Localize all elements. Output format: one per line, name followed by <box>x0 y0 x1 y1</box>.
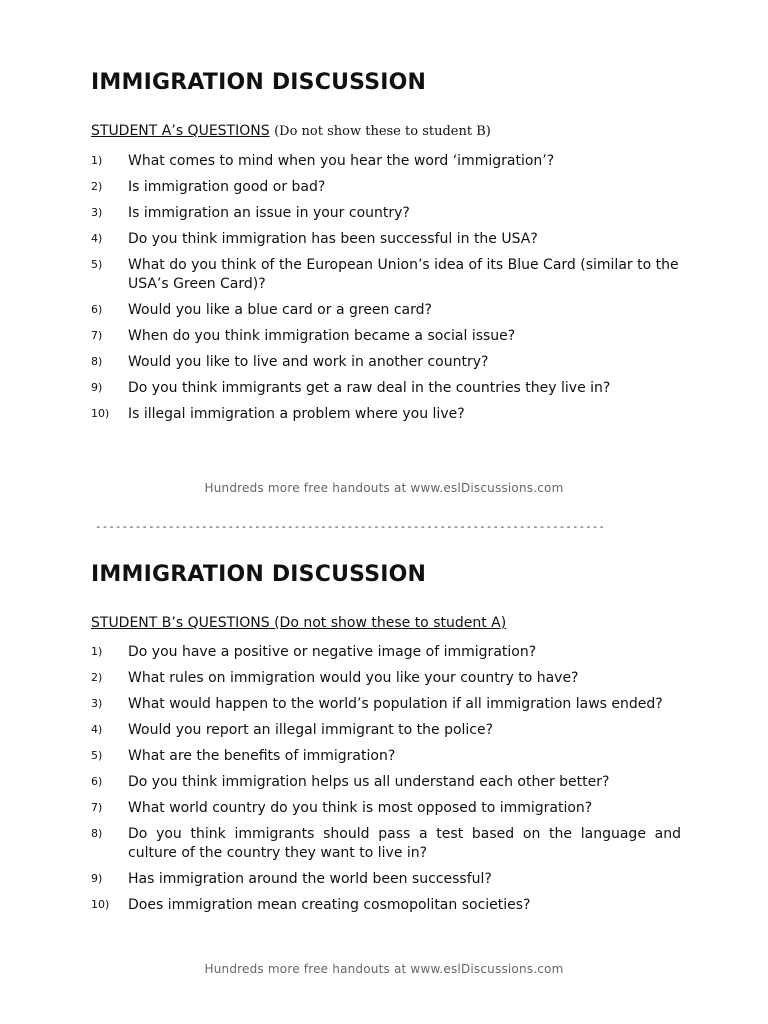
question-text: Would you like to live and work in another country? <box>128 354 489 370</box>
question-number: 9) <box>91 872 103 885</box>
question-text: Is illegal immigration a problem where you live? <box>128 406 465 422</box>
question-text: What rules on immigration would you like your country to have? <box>128 670 579 686</box>
question-number: 7) <box>91 329 103 342</box>
question-number: 10) <box>91 898 110 911</box>
student-b-subtitle <box>91 613 681 633</box>
page-title: IMMIGRATION DISCUSSION <box>91 70 427 95</box>
list-item <box>91 178 681 197</box>
question-number: 2) <box>91 671 103 684</box>
question-text: Do you think immigrants get a raw deal in the countries they live in? <box>128 380 611 396</box>
question-text: When do you think immigration became a social issue? <box>128 328 516 344</box>
student-a-subtitle <box>91 121 681 142</box>
question-number: 8) <box>91 355 103 368</box>
question-number: 4) <box>91 232 103 245</box>
question-text: Would you report an illegal immigrant to the police? <box>128 722 494 738</box>
student-b-question-list <box>91 643 681 915</box>
list-item <box>91 799 681 818</box>
question-number: 9) <box>91 381 103 394</box>
question-text: Has immigration around the world been successful? <box>128 871 492 887</box>
question-text: What are the benefits of immigration? <box>128 748 396 764</box>
question-text: Does immigration mean creating cosmopolitan societies? <box>128 897 531 913</box>
list-item <box>91 870 681 889</box>
list-item <box>91 256 681 294</box>
list-item <box>91 327 681 346</box>
question-text: Is immigration good or bad? <box>128 179 326 195</box>
list-item <box>91 379 681 398</box>
handout-footer-b: Hundreds more free handouts at www.eslDiscussions.com <box>204 962 564 976</box>
list-item <box>91 152 681 171</box>
student-b-heading: STUDENT B’s QUESTIONS (Do not show these to student A) <box>91 615 507 631</box>
question-text: Do you think immigrants should pass a test based on the language and culture of the country they want to live in? <box>128 826 681 861</box>
list-item <box>91 669 681 688</box>
question-number: 6) <box>91 775 103 788</box>
question-number: 1) <box>91 645 103 658</box>
list-item <box>91 230 681 249</box>
list-item <box>91 773 681 792</box>
question-text: What do you think of the European Union’s idea of its Blue Card (similar to the USA’s Green Card)? <box>128 257 679 292</box>
question-number: 7) <box>91 801 103 814</box>
question-number: 1) <box>91 154 103 167</box>
question-text: What would happen to the world’s population if all immigration laws ended? <box>128 696 663 712</box>
list-item <box>91 643 681 662</box>
list-item <box>91 301 681 320</box>
list-item <box>91 353 681 372</box>
cut-line-separator: ----------------------------------------------------------------------------- <box>95 520 605 533</box>
question-text: Is immigration an issue in your country? <box>128 205 410 221</box>
question-number: 3) <box>91 697 103 710</box>
question-text: What comes to mind when you hear the word ‘immigration’? <box>128 153 555 169</box>
list-item <box>91 825 681 863</box>
list-item <box>91 405 681 424</box>
student-a-note: (Do not show these to student B) <box>274 124 491 139</box>
student-a-question-list <box>91 152 681 424</box>
question-text: Do you have a positive or negative image of immigration? <box>128 644 537 660</box>
student-b-section <box>91 558 681 922</box>
question-number: 5) <box>91 749 103 762</box>
student-a-heading: STUDENT A’s QUESTIONS <box>91 123 270 139</box>
handout-footer-a: Hundreds more free handouts at www.eslDiscussions.com <box>204 481 564 495</box>
list-item <box>91 896 681 915</box>
question-number: 3) <box>91 206 103 219</box>
question-text: Do you think immigration has been successful in the USA? <box>128 231 538 247</box>
question-text: Would you like a blue card or a green card? <box>128 302 432 318</box>
question-number: 8) <box>91 827 103 840</box>
list-item <box>91 204 681 223</box>
question-number: 2) <box>91 180 103 193</box>
list-item <box>91 721 681 740</box>
question-text: What world country do you think is most opposed to immigration? <box>128 800 593 816</box>
question-number: 4) <box>91 723 103 736</box>
student-a-section <box>91 66 681 431</box>
question-number: 5) <box>91 258 103 271</box>
question-number: 6) <box>91 303 103 316</box>
page-title: IMMIGRATION DISCUSSION <box>91 562 427 587</box>
list-item <box>91 747 681 766</box>
question-number: 10) <box>91 407 110 420</box>
question-text: Do you think immigration helps us all understand each other better? <box>128 774 610 790</box>
list-item <box>91 695 681 714</box>
